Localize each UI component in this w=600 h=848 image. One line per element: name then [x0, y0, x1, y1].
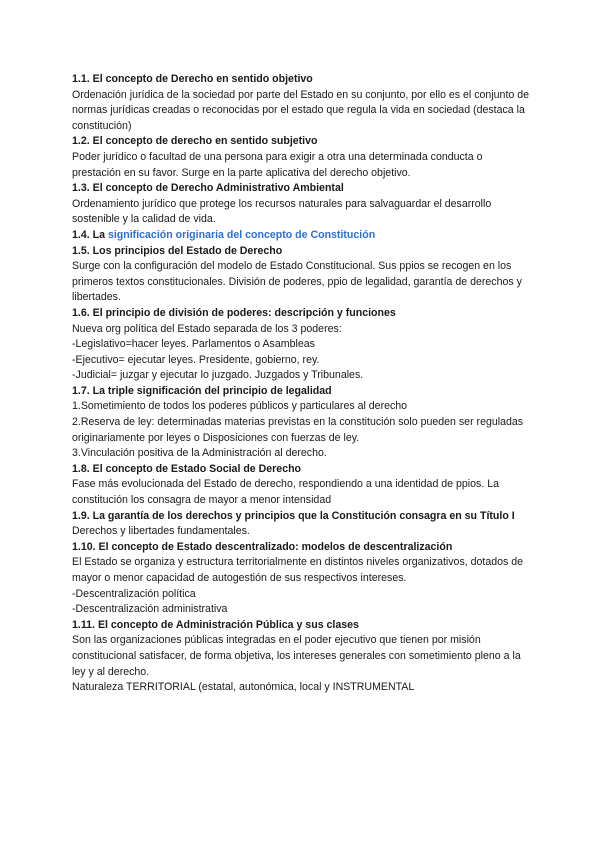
- section-title: La triple significación del principio de legalidad: [92, 384, 332, 397]
- section-heading: [72, 134, 530, 150]
- section-number: 1.3.: [72, 182, 90, 195]
- section-heading: [72, 540, 530, 556]
- section-1-6: [72, 306, 530, 384]
- section-title: El concepto de Derecho en sentido objetivo: [92, 73, 313, 85]
- section-number: 1.8.: [72, 462, 90, 475]
- list-item: 1.Sometimiento de todos los poderes públicos y particulares al derecho: [72, 400, 408, 413]
- section-1-1: [72, 72, 530, 134]
- section-paragraph: Poder jurídico o facultad de una persona para exigir a otra una determinada conducta o prestación en su favor. Surge en la parte aplicativa del derecho objetivo.: [72, 150, 483, 179]
- section-paragraph: Ordenación jurídica de la sociedad por parte del Estado en su conjunto, por ello es el conjunto de normas jurídicas creadas o reconocidas por el estado que regula la vida en sociedad (destaca la constitución): [72, 88, 530, 132]
- section-title: Los principios del Estado de Derecho: [92, 244, 283, 257]
- list-item: -Descentralización administrativa: [72, 603, 228, 616]
- section-title: El concepto de Estado Social de Derecho: [92, 462, 302, 475]
- section-title: El concepto de derecho en sentido subjetivo: [92, 135, 318, 148]
- section-title: El principio de división de poderes: descripción y funciones: [92, 306, 396, 319]
- section-title: La garantía de los derechos y principios que la Constitución consagra en su Título I: [92, 509, 515, 522]
- section-title: El concepto de Administración Pública y sus clases: [97, 618, 359, 631]
- section-heading: [72, 181, 530, 197]
- section-paragraph: Naturaleza TERRITORIAL (estatal, autonómica, local y INSTRUMENTAL: [72, 681, 415, 694]
- section-1-8: [72, 462, 530, 509]
- section-heading: [72, 618, 530, 634]
- section-number: 1.5.: [72, 244, 90, 257]
- section-paragraph: Son las organizaciones públicas integradas en el poder ejecutivo que tienen por misión constitucional satisfacer, de forma objetiva, los intereses generales con sometimiento pleno a la ley y al derecho.: [72, 634, 521, 678]
- section-paragraph: El Estado se organiza y estructura territorialmente en distintos niveles organizativos, dotados de mayor o menor capacidad de autogestión de sus respectivos intereses.: [72, 556, 524, 584]
- section-prefix: La: [92, 228, 105, 241]
- section-number: 1.10.: [72, 540, 96, 553]
- section-heading: [72, 244, 530, 260]
- section-title-link[interactable]: significación originaria del concepto de Constitución: [107, 228, 376, 241]
- section-1-9: [72, 509, 530, 540]
- section-title: El concepto de Estado descentralizado: modelos de descentralización: [98, 540, 453, 553]
- section-paragraph: Nueva org política del Estado separada de los 3 poderes:: [72, 322, 342, 335]
- list-item: 3.Vinculación positiva de la Administración al derecho.: [72, 447, 327, 460]
- section-number: 1.2.: [72, 135, 90, 148]
- section-number: 1.4.: [72, 228, 90, 241]
- section-heading: [72, 306, 530, 322]
- section-heading: [72, 384, 530, 400]
- section-paragraph: Fase más evolucionada del Estado de derecho, respondiendo a una identidad de ppios. La constitución los consagra de mayor a menor intensidad: [72, 478, 499, 507]
- section-number: 1.6.: [72, 306, 90, 319]
- section-1-2: [72, 134, 530, 181]
- list-item: -Ejecutivo= ejecutar leyes. Presidente, gobierno, rey.: [72, 353, 320, 366]
- section-title: El concepto de Derecho Administrativo Ambiental: [92, 182, 344, 195]
- section-1-10: [72, 540, 530, 618]
- section-1-4: [72, 228, 530, 244]
- section-paragraph: Surge con la configuración del modelo de Estado Constitucional. Sus ppios se recogen en los primeros textos constitucionales. División de poderes, ppio de legalidad, garantía de derechos y libertades.: [72, 260, 522, 304]
- section-heading: [72, 462, 530, 478]
- section-number: 1.7.: [72, 384, 90, 397]
- list-item: -Legislativo=hacer leyes. Parlamentos o Asambleas: [72, 338, 315, 351]
- list-item: -Descentralización política: [72, 587, 196, 600]
- section-1-7: [72, 384, 530, 462]
- section-1-3: [72, 181, 530, 228]
- section-heading: [72, 228, 530, 244]
- section-number: 1.9.: [72, 509, 90, 522]
- list-item: 2.Reserva de ley: determinadas materias previstas en la constitución solo pueden ser reguladas originariamente por leyes o Disposiciones con fuerzas de ley.: [72, 416, 524, 444]
- section-paragraph: Ordenamiento jurídico que protege los recursos naturales para salvaguardar el desarrollo sostenible y la calidad de vida.: [72, 197, 492, 226]
- section-1-5: [72, 244, 530, 306]
- section-number: 1.11.: [72, 618, 95, 631]
- section-heading: [72, 509, 530, 525]
- section-number: 1.1.: [72, 73, 90, 85]
- section-1-11: [72, 618, 530, 696]
- section-heading: [72, 72, 530, 88]
- section-paragraph: Derechos y libertades fundamentales.: [72, 525, 250, 538]
- list-item: -Judicial= juzgar y ejecutar lo juzgado. Juzgados y Tribunales.: [72, 369, 364, 382]
